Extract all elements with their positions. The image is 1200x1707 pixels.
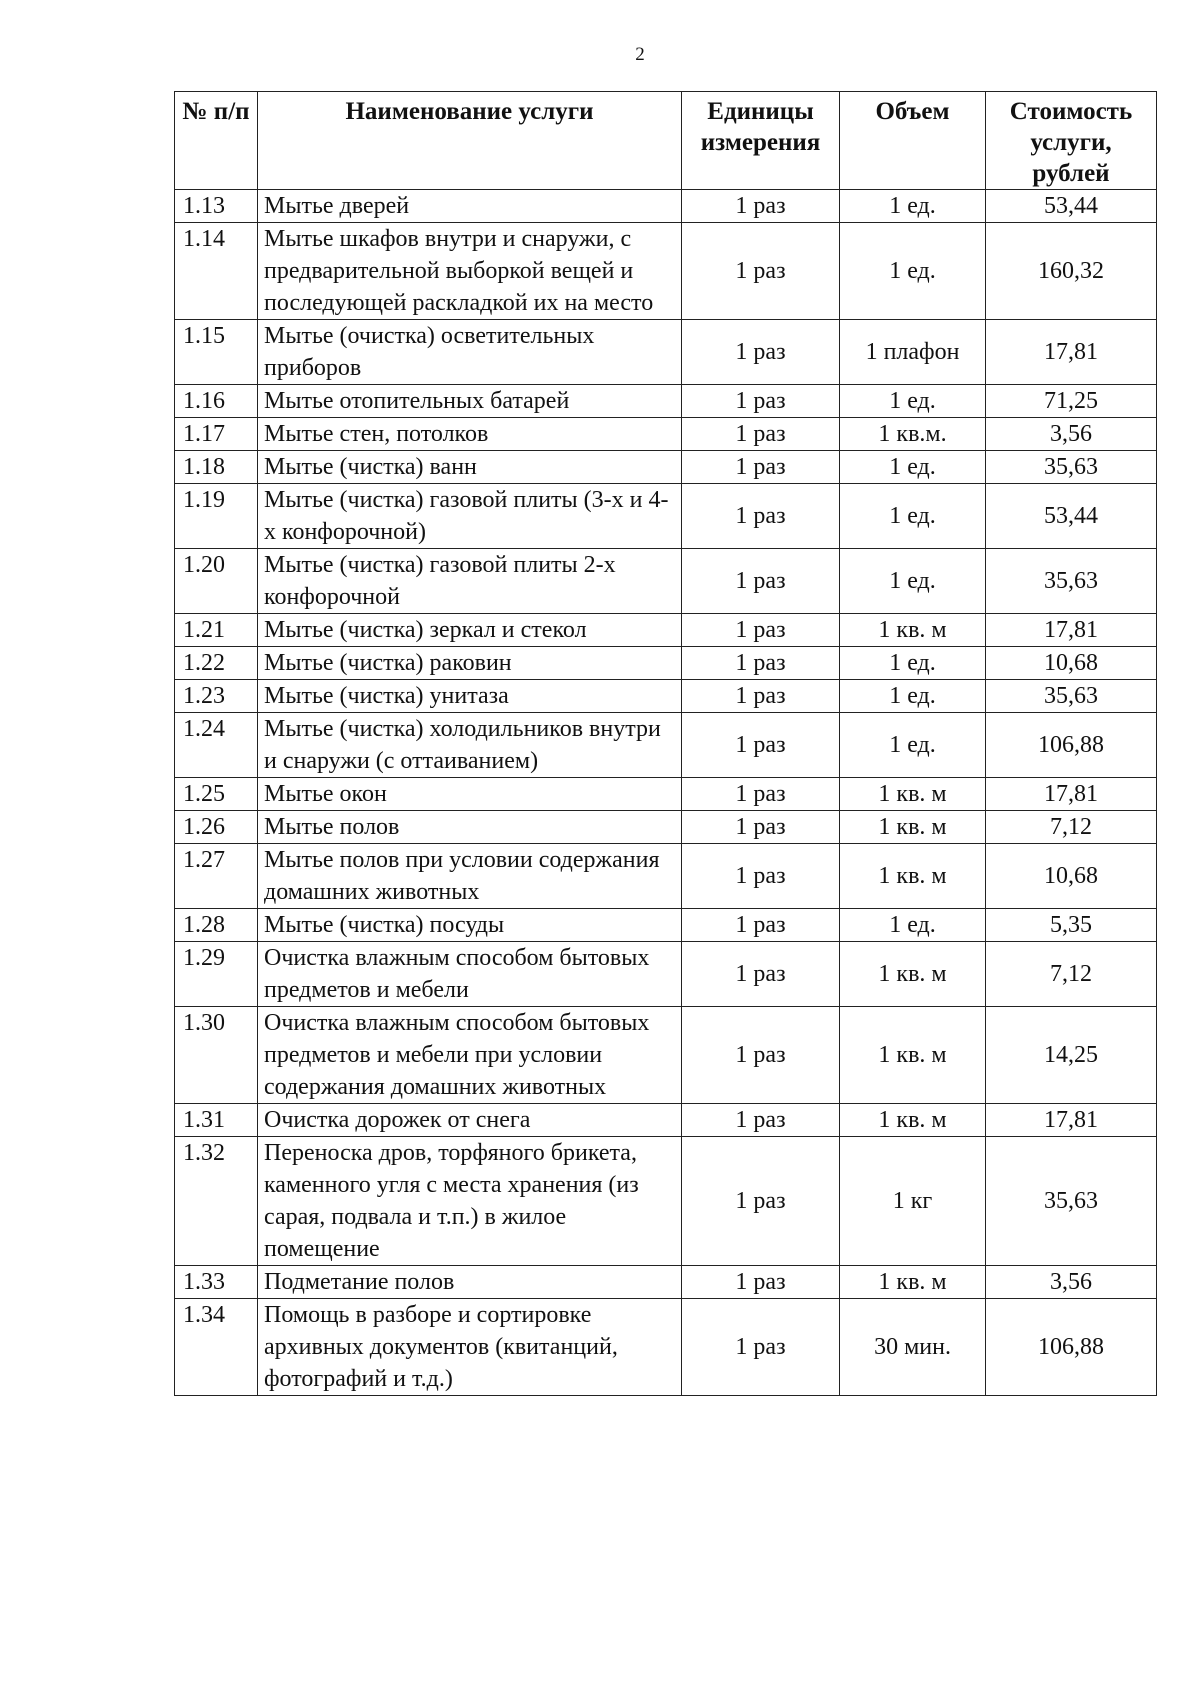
volume-value: 1 ед. bbox=[840, 484, 986, 549]
service-name: Переноска дров, торфяного брикета, каменного угля с места хранения (из сарая, подвала и т.п.) в жилое помещение bbox=[258, 1137, 682, 1266]
volume-value: 1 кг bbox=[840, 1137, 986, 1266]
service-name: Мытье полов при условии содержания домашних животных bbox=[258, 844, 682, 909]
table-row bbox=[175, 844, 1157, 909]
table-row bbox=[175, 647, 1157, 680]
service-name: Мытье (чистка) холодильников внутри и снаружи (с оттаиванием) bbox=[258, 713, 682, 778]
cost-value: 35,63 bbox=[986, 549, 1157, 614]
cost-value: 10,68 bbox=[986, 647, 1157, 680]
table-row bbox=[175, 1007, 1157, 1104]
row-number: 1.30 bbox=[175, 1007, 258, 1104]
unit-value: 1 раз bbox=[682, 1104, 840, 1137]
row-number: 1.33 bbox=[175, 1266, 258, 1299]
cost-value: 3,56 bbox=[986, 418, 1157, 451]
volume-value: 1 кв. м bbox=[840, 614, 986, 647]
unit-value: 1 раз bbox=[682, 418, 840, 451]
service-name: Мытье (чистка) газовой плиты (3-х и 4-х конфорочной) bbox=[258, 484, 682, 549]
volume-value: 1 кв. м bbox=[840, 778, 986, 811]
unit-value: 1 раз bbox=[682, 844, 840, 909]
cost-value: 7,12 bbox=[986, 811, 1157, 844]
service-name: Мытье (чистка) унитаза bbox=[258, 680, 682, 713]
table-row bbox=[175, 451, 1157, 484]
volume-value: 1 кв. м bbox=[840, 942, 986, 1007]
volume-value: 1 кв.м. bbox=[840, 418, 986, 451]
volume-value: 1 кв. м bbox=[840, 1104, 986, 1137]
service-name: Мытье полов bbox=[258, 811, 682, 844]
unit-value: 1 раз bbox=[682, 909, 840, 942]
service-name: Очистка дорожек от снега bbox=[258, 1104, 682, 1137]
service-name: Очистка влажным способом бытовых предметов и мебели bbox=[258, 942, 682, 1007]
service-name: Мытье (очистка) осветительных приборов bbox=[258, 320, 682, 385]
cost-value: 17,81 bbox=[986, 1104, 1157, 1137]
volume-value: 1 кв. м bbox=[840, 1007, 986, 1104]
volume-value: 1 ед. bbox=[840, 549, 986, 614]
row-number: 1.19 bbox=[175, 484, 258, 549]
table-row bbox=[175, 1299, 1157, 1396]
unit-value: 1 раз bbox=[682, 1266, 840, 1299]
unit-value: 1 раз bbox=[682, 942, 840, 1007]
row-number: 1.16 bbox=[175, 385, 258, 418]
table-row bbox=[175, 909, 1157, 942]
row-number: 1.25 bbox=[175, 778, 258, 811]
table-row bbox=[175, 614, 1157, 647]
unit-value: 1 раз bbox=[682, 320, 840, 385]
header-volume: Объем bbox=[840, 92, 986, 190]
table-row bbox=[175, 811, 1157, 844]
volume-value: 30 мин. bbox=[840, 1299, 986, 1396]
table-row bbox=[175, 484, 1157, 549]
cost-value: 160,32 bbox=[986, 223, 1157, 320]
row-number: 1.26 bbox=[175, 811, 258, 844]
volume-value: 1 ед. bbox=[840, 190, 986, 223]
row-number: 1.17 bbox=[175, 418, 258, 451]
service-name: Мытье (чистка) ванн bbox=[258, 451, 682, 484]
header-service-name: Наименование услуги bbox=[258, 92, 682, 190]
cost-value: 17,81 bbox=[986, 778, 1157, 811]
row-number: 1.21 bbox=[175, 614, 258, 647]
cost-value: 53,44 bbox=[986, 484, 1157, 549]
row-number: 1.24 bbox=[175, 713, 258, 778]
service-name: Помощь в разборе и сортировке архивных документов (квитанций, фотографий и т.д.) bbox=[258, 1299, 682, 1396]
table-row bbox=[175, 1104, 1157, 1137]
cost-value: 14,25 bbox=[986, 1007, 1157, 1104]
service-name: Мытье стен, потолков bbox=[258, 418, 682, 451]
cost-value: 17,81 bbox=[986, 320, 1157, 385]
service-name: Мытье (чистка) газовой плиты 2-х конфорочной bbox=[258, 549, 682, 614]
row-number: 1.29 bbox=[175, 942, 258, 1007]
header-unit: Единицы измерения bbox=[682, 92, 840, 190]
unit-value: 1 раз bbox=[682, 1137, 840, 1266]
service-name: Мытье окон bbox=[258, 778, 682, 811]
cost-value: 10,68 bbox=[986, 844, 1157, 909]
row-number: 1.15 bbox=[175, 320, 258, 385]
row-number: 1.28 bbox=[175, 909, 258, 942]
volume-value: 1 ед. bbox=[840, 647, 986, 680]
service-name: Мытье (чистка) раковин bbox=[258, 647, 682, 680]
row-number: 1.18 bbox=[175, 451, 258, 484]
page-number: 2 bbox=[635, 44, 645, 65]
unit-value: 1 раз bbox=[682, 778, 840, 811]
table-row bbox=[175, 549, 1157, 614]
service-name: Мытье (чистка) посуды bbox=[258, 909, 682, 942]
services-price-table bbox=[174, 91, 1157, 1396]
unit-value: 1 раз bbox=[682, 484, 840, 549]
table-row bbox=[175, 713, 1157, 778]
service-name: Мытье отопительных батарей bbox=[258, 385, 682, 418]
cost-value: 71,25 bbox=[986, 385, 1157, 418]
table-row bbox=[175, 320, 1157, 385]
volume-value: 1 ед. bbox=[840, 451, 986, 484]
unit-value: 1 раз bbox=[682, 811, 840, 844]
table-row bbox=[175, 190, 1157, 223]
volume-value: 1 кв. м bbox=[840, 844, 986, 909]
cost-value: 106,88 bbox=[986, 713, 1157, 778]
cost-value: 53,44 bbox=[986, 190, 1157, 223]
cost-value: 35,63 bbox=[986, 680, 1157, 713]
service-name: Мытье шкафов внутри и снаружи, с предварительной выборкой вещей и последующей раскладкой их на место bbox=[258, 223, 682, 320]
table-row bbox=[175, 942, 1157, 1007]
row-number: 1.22 bbox=[175, 647, 258, 680]
row-number: 1.32 bbox=[175, 1137, 258, 1266]
volume-value: 1 плафон bbox=[840, 320, 986, 385]
service-name: Подметание полов bbox=[258, 1266, 682, 1299]
header-cost: Стоимость услуги, рублей bbox=[986, 92, 1157, 190]
row-number: 1.34 bbox=[175, 1299, 258, 1396]
unit-value: 1 раз bbox=[682, 614, 840, 647]
table-row bbox=[175, 418, 1157, 451]
volume-value: 1 ед. bbox=[840, 909, 986, 942]
unit-value: 1 раз bbox=[682, 713, 840, 778]
unit-value: 1 раз bbox=[682, 223, 840, 320]
unit-value: 1 раз bbox=[682, 680, 840, 713]
service-name: Мытье (чистка) зеркал и стекол bbox=[258, 614, 682, 647]
cost-value: 106,88 bbox=[986, 1299, 1157, 1396]
cost-value: 7,12 bbox=[986, 942, 1157, 1007]
unit-value: 1 раз bbox=[682, 549, 840, 614]
table-header-row bbox=[175, 92, 1157, 190]
cost-value: 35,63 bbox=[986, 1137, 1157, 1266]
header-number: № п/п bbox=[175, 92, 258, 190]
table-row bbox=[175, 778, 1157, 811]
row-number: 1.23 bbox=[175, 680, 258, 713]
table-row bbox=[175, 1137, 1157, 1266]
row-number: 1.27 bbox=[175, 844, 258, 909]
table-body bbox=[175, 190, 1157, 1396]
volume-value: 1 ед. bbox=[840, 713, 986, 778]
cost-value: 3,56 bbox=[986, 1266, 1157, 1299]
volume-value: 1 кв. м bbox=[840, 811, 986, 844]
volume-value: 1 ед. bbox=[840, 385, 986, 418]
unit-value: 1 раз bbox=[682, 647, 840, 680]
cost-value: 35,63 bbox=[986, 451, 1157, 484]
unit-value: 1 раз bbox=[682, 1007, 840, 1104]
table-row bbox=[175, 385, 1157, 418]
table-row bbox=[175, 680, 1157, 713]
cost-value: 17,81 bbox=[986, 614, 1157, 647]
service-name: Очистка влажным способом бытовых предметов и мебели при условии содержания домашних животных bbox=[258, 1007, 682, 1104]
row-number: 1.31 bbox=[175, 1104, 258, 1137]
row-number: 1.20 bbox=[175, 549, 258, 614]
unit-value: 1 раз bbox=[682, 451, 840, 484]
volume-value: 1 ед. bbox=[840, 680, 986, 713]
unit-value: 1 раз bbox=[682, 190, 840, 223]
unit-value: 1 раз bbox=[682, 385, 840, 418]
service-name: Мытье дверей bbox=[258, 190, 682, 223]
volume-value: 1 ед. bbox=[840, 223, 986, 320]
volume-value: 1 кв. м bbox=[840, 1266, 986, 1299]
row-number: 1.13 bbox=[175, 190, 258, 223]
unit-value: 1 раз bbox=[682, 1299, 840, 1396]
cost-value: 5,35 bbox=[986, 909, 1157, 942]
table-row bbox=[175, 1266, 1157, 1299]
row-number: 1.14 bbox=[175, 223, 258, 320]
table-row bbox=[175, 223, 1157, 320]
